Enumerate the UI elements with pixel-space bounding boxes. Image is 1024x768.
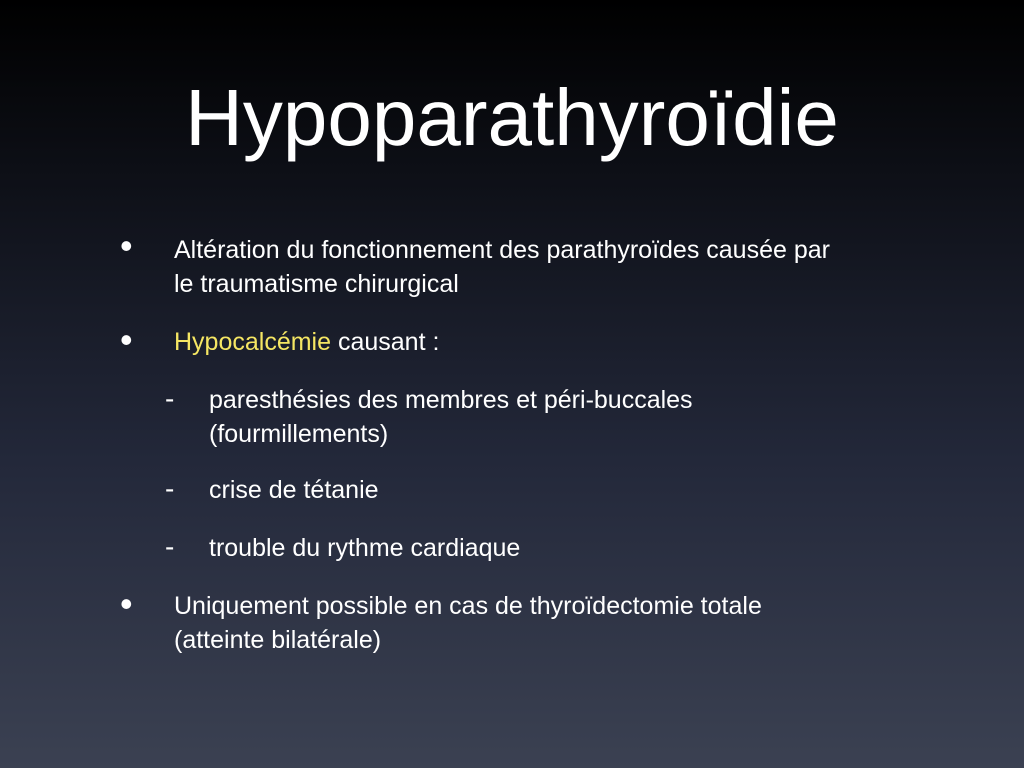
subitem-1-line-2: (fourmillements) bbox=[209, 420, 389, 448]
highlight-term: Hypocalcémie bbox=[174, 328, 332, 356]
bullet-dot-icon: • bbox=[120, 319, 133, 360]
subitem-3-line-1: trouble du rythme cardiaque bbox=[209, 534, 521, 562]
bullet-3-line-2: (atteinte bilatérale) bbox=[174, 626, 382, 654]
bullet-3-line-1: Uniquement possible en cas de thyroïdectomie totale bbox=[174, 592, 762, 620]
subitem-1-line-1: paresthésies des membres et péri-buccales bbox=[209, 386, 693, 414]
bullet-1-line-1: Altération du fonctionnement des parathyroïdes causée par bbox=[174, 236, 830, 264]
bullet-2-text bbox=[174, 325, 439, 360]
subitem-2-line-1: crise de tétanie bbox=[209, 476, 379, 504]
bullet-dot-icon: • bbox=[120, 225, 133, 266]
dash-icon: - bbox=[165, 473, 175, 504]
bullet-2-rest: causant : bbox=[331, 328, 440, 356]
bullet-dot-icon: • bbox=[120, 583, 133, 624]
dash-icon: - bbox=[165, 383, 175, 414]
slide-title: Hypoparathyroïdie bbox=[185, 73, 839, 162]
dash-icon: - bbox=[165, 531, 175, 562]
bullet-1-line-2: le traumatisme chirurgical bbox=[174, 270, 459, 298]
